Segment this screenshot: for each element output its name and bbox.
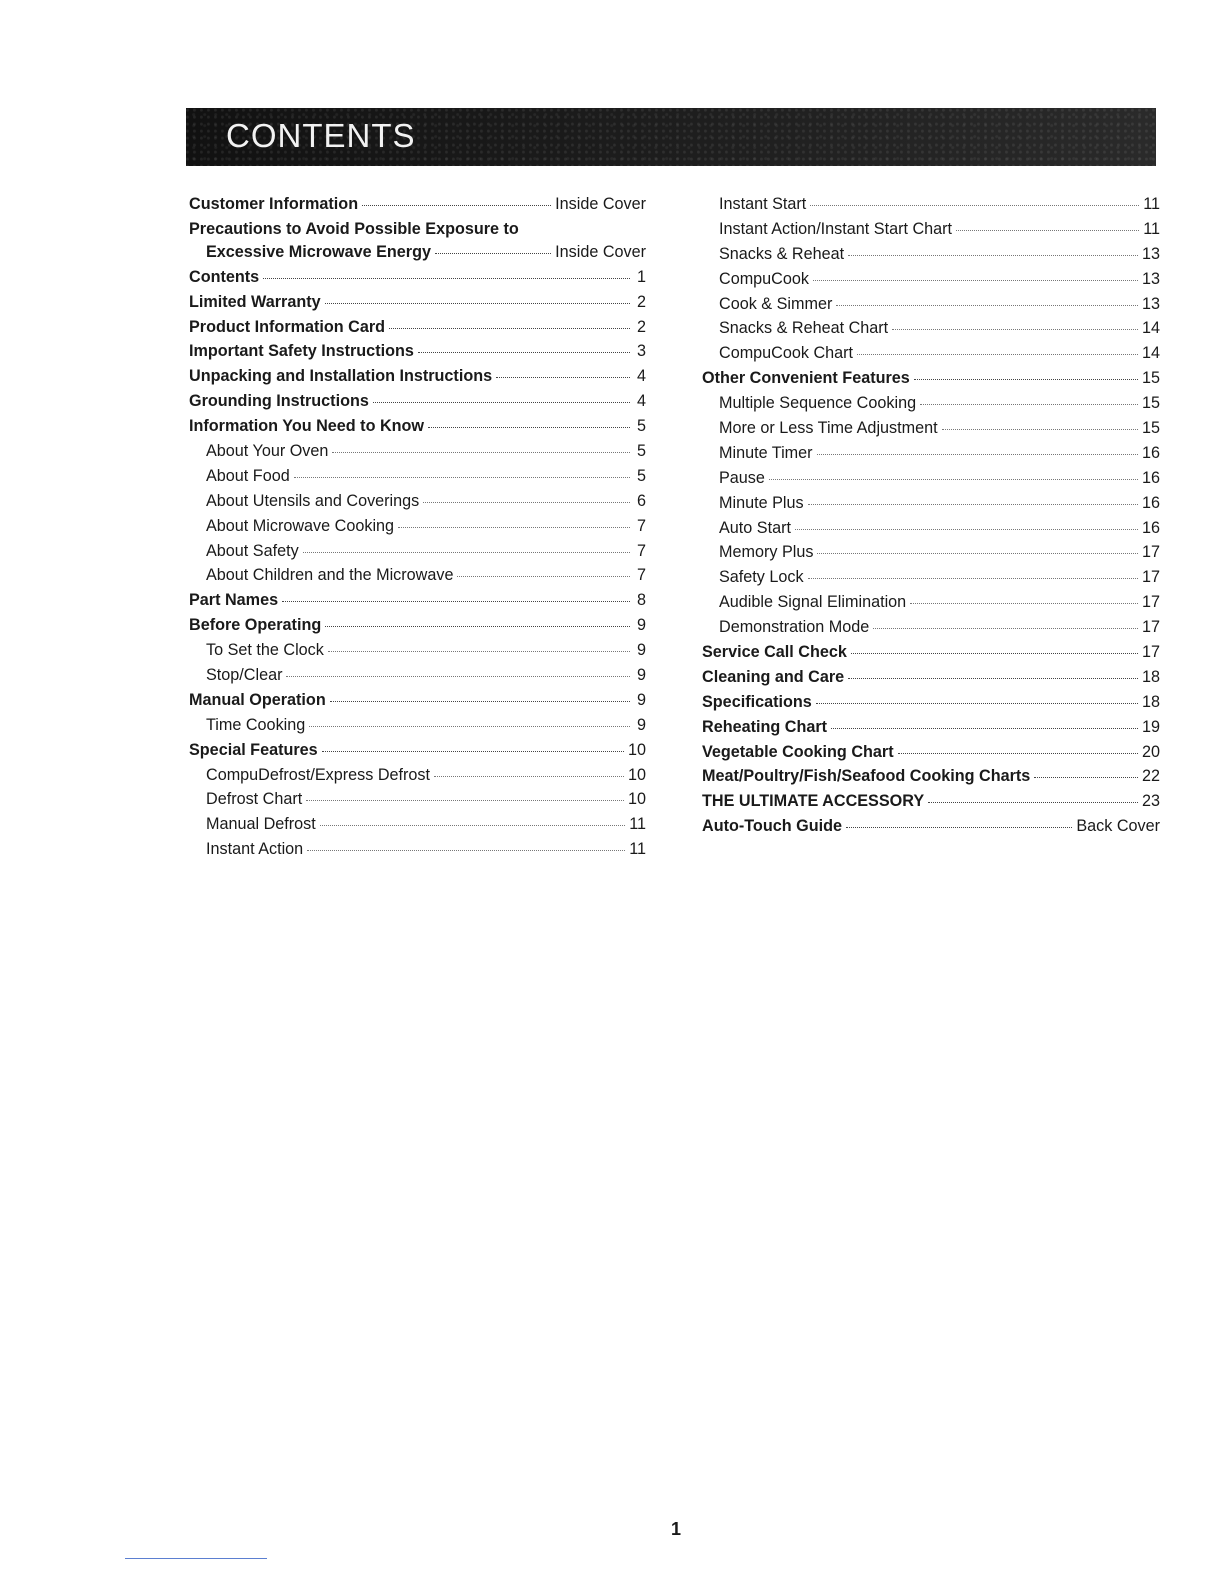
toc-entry bbox=[189, 417, 646, 442]
dot-leader bbox=[320, 824, 625, 826]
dot-leader bbox=[309, 725, 630, 727]
dot-leader bbox=[836, 304, 1138, 306]
toc-entry-page: 16 bbox=[1141, 443, 1160, 462]
dot-leader bbox=[795, 528, 1138, 530]
toc-entry-label: Customer Information bbox=[189, 195, 359, 213]
dot-leader bbox=[362, 204, 551, 206]
toc-entry-page: 7 bbox=[636, 516, 646, 535]
toc-entry-page: 18 bbox=[1141, 667, 1160, 686]
toc-entry bbox=[702, 693, 1160, 718]
toc-entry-label: Precautions to Avoid Possible Exposure to bbox=[189, 219, 519, 238]
toc-entry-label: Auto-Touch Guide bbox=[702, 817, 842, 836]
dot-leader bbox=[330, 700, 630, 702]
toc-entry bbox=[702, 494, 1160, 519]
toc-entry-label: CompuDefrost/Express Defrost bbox=[206, 765, 431, 784]
toc-entry-page: 11 bbox=[629, 815, 646, 834]
dot-leader bbox=[873, 627, 1138, 629]
toc-entry-page: 3 bbox=[636, 342, 646, 361]
toc-entry bbox=[189, 542, 646, 567]
toc-entry-page: 14 bbox=[1141, 319, 1160, 338]
dot-leader bbox=[303, 551, 630, 553]
toc-entry-label: Safety Lock bbox=[719, 568, 804, 587]
toc-entry bbox=[189, 840, 646, 865]
toc-entry-label: About Food bbox=[206, 466, 290, 485]
toc-entry-label: Time Cooking bbox=[206, 715, 306, 734]
toc-entry bbox=[189, 517, 646, 542]
toc-entry bbox=[702, 593, 1160, 618]
dot-leader bbox=[1034, 776, 1138, 778]
toc-entry-label: About Utensils and Coverings bbox=[206, 491, 420, 510]
toc-entry-page: 16 bbox=[1141, 518, 1160, 537]
toc-entry bbox=[189, 716, 646, 741]
footer-divider bbox=[125, 1558, 267, 1559]
toc-entry bbox=[702, 245, 1160, 270]
dot-leader bbox=[898, 752, 1138, 754]
toc-entry bbox=[189, 790, 646, 815]
toc-entry-page: 15 bbox=[1141, 369, 1160, 388]
toc-entry-label: Information You Need to Know bbox=[189, 417, 425, 436]
toc-entry bbox=[189, 318, 646, 343]
toc-entry-page: 11 bbox=[1143, 195, 1160, 213]
dot-leader bbox=[910, 602, 1138, 604]
toc-entry-page: 13 bbox=[1141, 294, 1160, 313]
dot-leader bbox=[263, 277, 630, 279]
toc-entry-page: 15 bbox=[1141, 394, 1160, 413]
toc-entry bbox=[189, 492, 646, 517]
toc-entry-label: Other Convenient Features bbox=[702, 369, 910, 388]
toc-entry-label: Before Operating bbox=[189, 616, 322, 635]
toc-entry-page: 18 bbox=[1141, 692, 1160, 711]
toc-entry bbox=[702, 295, 1160, 320]
dot-leader bbox=[398, 526, 630, 528]
dot-leader bbox=[428, 426, 630, 428]
dot-leader bbox=[831, 727, 1138, 729]
toc-entry-label: THE ULTIMATE ACCESSORY bbox=[702, 792, 925, 811]
toc-entry-page: 4 bbox=[636, 367, 646, 386]
toc-entry-label: Memory Plus bbox=[719, 543, 814, 562]
toc-entry bbox=[702, 568, 1160, 593]
toc-entry-page: 1 bbox=[636, 267, 646, 286]
dot-leader bbox=[325, 625, 630, 627]
toc-entry-label: Defrost Chart bbox=[206, 790, 303, 809]
toc-entry bbox=[702, 319, 1160, 344]
dot-leader bbox=[294, 476, 630, 478]
toc-left-column bbox=[189, 195, 646, 865]
toc-entry-page: 11 bbox=[1143, 219, 1160, 238]
toc-entry bbox=[702, 444, 1160, 469]
toc-entry-page: 16 bbox=[1141, 493, 1160, 512]
toc-entry-label: Instant Start bbox=[719, 195, 807, 213]
toc-entry-page: 16 bbox=[1141, 468, 1160, 487]
toc-entry bbox=[189, 766, 646, 791]
toc-entry-page: 17 bbox=[1141, 643, 1160, 662]
dot-leader bbox=[286, 675, 630, 677]
dot-leader bbox=[373, 401, 630, 403]
toc-entry-label: Auto Start bbox=[719, 518, 791, 537]
toc-entry bbox=[189, 392, 646, 417]
toc-entry-label: CompuCook bbox=[719, 269, 809, 288]
toc-entry-label: Vegetable Cooking Chart bbox=[702, 742, 894, 761]
dot-leader bbox=[307, 849, 625, 851]
toc-entry-page: Inside Cover bbox=[555, 242, 646, 261]
dot-leader bbox=[813, 279, 1138, 281]
toc-entry-page: 23 bbox=[1141, 792, 1160, 811]
toc-entry-page: 5 bbox=[636, 417, 646, 436]
toc-entry bbox=[702, 792, 1160, 817]
toc-entry-page: 9 bbox=[636, 666, 646, 685]
toc-entry-page: 17 bbox=[1141, 593, 1160, 612]
toc-entry-label: Audible Signal Elimination bbox=[719, 593, 907, 612]
dot-leader bbox=[282, 600, 630, 602]
dot-leader bbox=[332, 451, 630, 453]
dot-leader bbox=[817, 453, 1138, 455]
dot-leader bbox=[435, 252, 551, 254]
toc-entry-page: 10 bbox=[627, 765, 646, 784]
toc-entry-page: 8 bbox=[636, 591, 646, 610]
toc-entry bbox=[189, 293, 646, 318]
toc-entry-page: 9 bbox=[636, 616, 646, 635]
toc-entry-page: 14 bbox=[1141, 344, 1160, 363]
toc-entry-label: Snacks & Reheat bbox=[719, 244, 845, 263]
dot-leader bbox=[434, 775, 624, 777]
toc-entry-page: 17 bbox=[1141, 618, 1160, 637]
dot-leader bbox=[846, 826, 1072, 828]
toc-entry bbox=[189, 666, 646, 691]
toc-entry-page: 17 bbox=[1141, 543, 1160, 562]
toc-entry bbox=[702, 767, 1160, 792]
toc-entry-label: Part Names bbox=[189, 591, 279, 610]
toc-entry-label: Stop/Clear bbox=[206, 666, 283, 685]
toc-entry-page: 9 bbox=[636, 641, 646, 660]
toc-entry-label: Reheating Chart bbox=[702, 717, 828, 736]
toc-entry bbox=[702, 369, 1160, 394]
toc-entry-label: Minute Plus bbox=[719, 493, 804, 512]
toc-entry bbox=[702, 344, 1160, 369]
dot-leader bbox=[848, 254, 1138, 256]
dot-leader bbox=[816, 702, 1138, 704]
dot-leader bbox=[848, 677, 1138, 679]
toc-entry bbox=[189, 195, 646, 220]
toc-entry-label: About Children and the Microwave bbox=[206, 566, 454, 585]
toc-entry bbox=[702, 817, 1160, 842]
toc-right-column bbox=[702, 195, 1160, 842]
dot-leader bbox=[892, 328, 1138, 330]
toc-entry-page: 5 bbox=[636, 442, 646, 461]
toc-entry-page: 11 bbox=[629, 840, 646, 859]
toc-entry-label: About Microwave Cooking bbox=[206, 516, 395, 535]
dot-leader bbox=[928, 801, 1138, 803]
toc-entry-page: 4 bbox=[636, 392, 646, 411]
toc-entry-page: 20 bbox=[1141, 742, 1160, 761]
toc-entry-page: 9 bbox=[636, 715, 646, 734]
toc-entry bbox=[189, 566, 646, 591]
toc-entry bbox=[702, 643, 1160, 668]
toc-entry bbox=[189, 342, 646, 367]
toc-entry bbox=[189, 741, 646, 766]
toc-entry-label: Multiple Sequence Cooking bbox=[719, 394, 917, 413]
toc-entry bbox=[702, 195, 1160, 220]
toc-entry-label: Manual Defrost bbox=[206, 815, 316, 834]
toc-entry-label: Limited Warranty bbox=[189, 292, 321, 311]
toc-entry-label: Special Features bbox=[189, 740, 318, 759]
toc-entry bbox=[702, 718, 1160, 743]
dot-leader bbox=[851, 652, 1138, 654]
dot-leader bbox=[389, 327, 630, 329]
toc-entry bbox=[702, 743, 1160, 768]
toc-entry bbox=[189, 268, 646, 293]
toc-entry bbox=[189, 467, 646, 492]
toc-entry bbox=[189, 591, 646, 616]
toc-entry-page: 15 bbox=[1141, 419, 1160, 438]
dot-leader bbox=[306, 799, 624, 801]
toc-entry-label: Specifications bbox=[702, 692, 812, 711]
contents-banner bbox=[186, 108, 1156, 166]
toc-entry bbox=[702, 419, 1160, 444]
dot-leader bbox=[418, 351, 630, 353]
toc-entry-label: Unpacking and Installation Instructions bbox=[189, 367, 493, 386]
toc-entry-page: 6 bbox=[636, 491, 646, 510]
toc-entry bbox=[702, 543, 1160, 568]
toc-entry-label: More or Less Time Adjustment bbox=[719, 419, 938, 438]
toc-entry-label: Grounding Instructions bbox=[189, 392, 369, 411]
toc-entry bbox=[189, 616, 646, 641]
page-title: CONTENTS bbox=[226, 117, 416, 154]
toc-entry-label: Meat/Poultry/Fish/Seafood Cooking Charts bbox=[702, 767, 1031, 786]
dot-leader bbox=[808, 577, 1138, 579]
toc-entry bbox=[189, 815, 646, 840]
toc-entry bbox=[189, 220, 646, 243]
toc-entry bbox=[702, 270, 1160, 295]
toc-entry bbox=[702, 618, 1160, 643]
toc-entry-label: Important Safety Instructions bbox=[189, 342, 414, 361]
dot-leader bbox=[423, 501, 630, 503]
toc-entry-page: 19 bbox=[1141, 717, 1160, 736]
dot-leader bbox=[457, 575, 630, 577]
toc-entry bbox=[702, 394, 1160, 419]
toc-entry-page: 7 bbox=[636, 566, 646, 585]
toc-entry-label: Demonstration Mode bbox=[719, 618, 870, 637]
toc-entry-page: 10 bbox=[627, 740, 646, 759]
dot-leader bbox=[810, 204, 1139, 206]
toc-entry-label: Service Call Check bbox=[702, 643, 847, 662]
toc-entry bbox=[702, 519, 1160, 544]
dot-leader bbox=[325, 302, 630, 304]
dot-leader bbox=[920, 403, 1138, 405]
toc-entry-page: 13 bbox=[1141, 269, 1160, 288]
toc-entry-page: 10 bbox=[627, 790, 646, 809]
toc-entry-page: 2 bbox=[636, 292, 646, 311]
toc-entry-page: 22 bbox=[1141, 767, 1160, 786]
dot-leader bbox=[328, 650, 630, 652]
toc-entry-label: Contents bbox=[189, 267, 260, 286]
toc-entry-label: Minute Timer bbox=[719, 443, 813, 462]
toc-entry bbox=[189, 641, 646, 666]
toc-entry-label: Cleaning and Care bbox=[702, 667, 845, 686]
toc-entry-page: Back Cover bbox=[1076, 817, 1160, 836]
toc-entry-label: Manual Operation bbox=[189, 690, 326, 709]
toc-entry-label: Instant Action bbox=[206, 840, 304, 859]
dot-leader bbox=[942, 428, 1138, 430]
toc-entry-label: CompuCook Chart bbox=[719, 344, 854, 363]
toc-entry bbox=[702, 668, 1160, 693]
dot-leader bbox=[808, 503, 1138, 505]
toc-entry-label: To Set the Clock bbox=[206, 641, 324, 660]
dot-leader bbox=[857, 353, 1138, 355]
toc-entry-page: 13 bbox=[1141, 244, 1160, 263]
toc-entry-label: Excessive Microwave Energy bbox=[206, 242, 431, 261]
page-number: 1 bbox=[671, 1519, 682, 1539]
dot-leader bbox=[322, 750, 624, 752]
toc-entry bbox=[189, 367, 646, 392]
toc-entry bbox=[189, 442, 646, 467]
toc-entry-page: 5 bbox=[636, 466, 646, 485]
dot-leader bbox=[817, 552, 1138, 554]
dot-leader bbox=[914, 378, 1138, 380]
toc-entry-page: 9 bbox=[636, 690, 646, 709]
toc-entry-label: Instant Action/Instant Start Chart bbox=[719, 219, 953, 238]
toc-entry bbox=[702, 220, 1160, 245]
toc-entry-label: About Your Oven bbox=[206, 442, 329, 461]
toc-entry bbox=[702, 469, 1160, 494]
toc-entry-label: About Safety bbox=[206, 541, 299, 560]
toc-entry-page: 7 bbox=[636, 541, 646, 560]
toc-entry bbox=[189, 691, 646, 716]
toc-entry-label: Pause bbox=[719, 468, 765, 487]
toc-entry-page: Inside Cover bbox=[555, 195, 646, 213]
toc-entry-label: Cook & Simmer bbox=[719, 294, 833, 313]
toc-entry-page: 2 bbox=[636, 317, 646, 336]
toc-entry-label: Product Information Card bbox=[189, 317, 386, 336]
dot-leader bbox=[956, 229, 1139, 231]
toc-entry-label: Snacks & Reheat Chart bbox=[719, 319, 889, 338]
dot-leader bbox=[496, 376, 630, 378]
toc-entry bbox=[189, 243, 646, 268]
dot-leader bbox=[769, 478, 1138, 480]
toc-entry-page: 17 bbox=[1141, 568, 1160, 587]
